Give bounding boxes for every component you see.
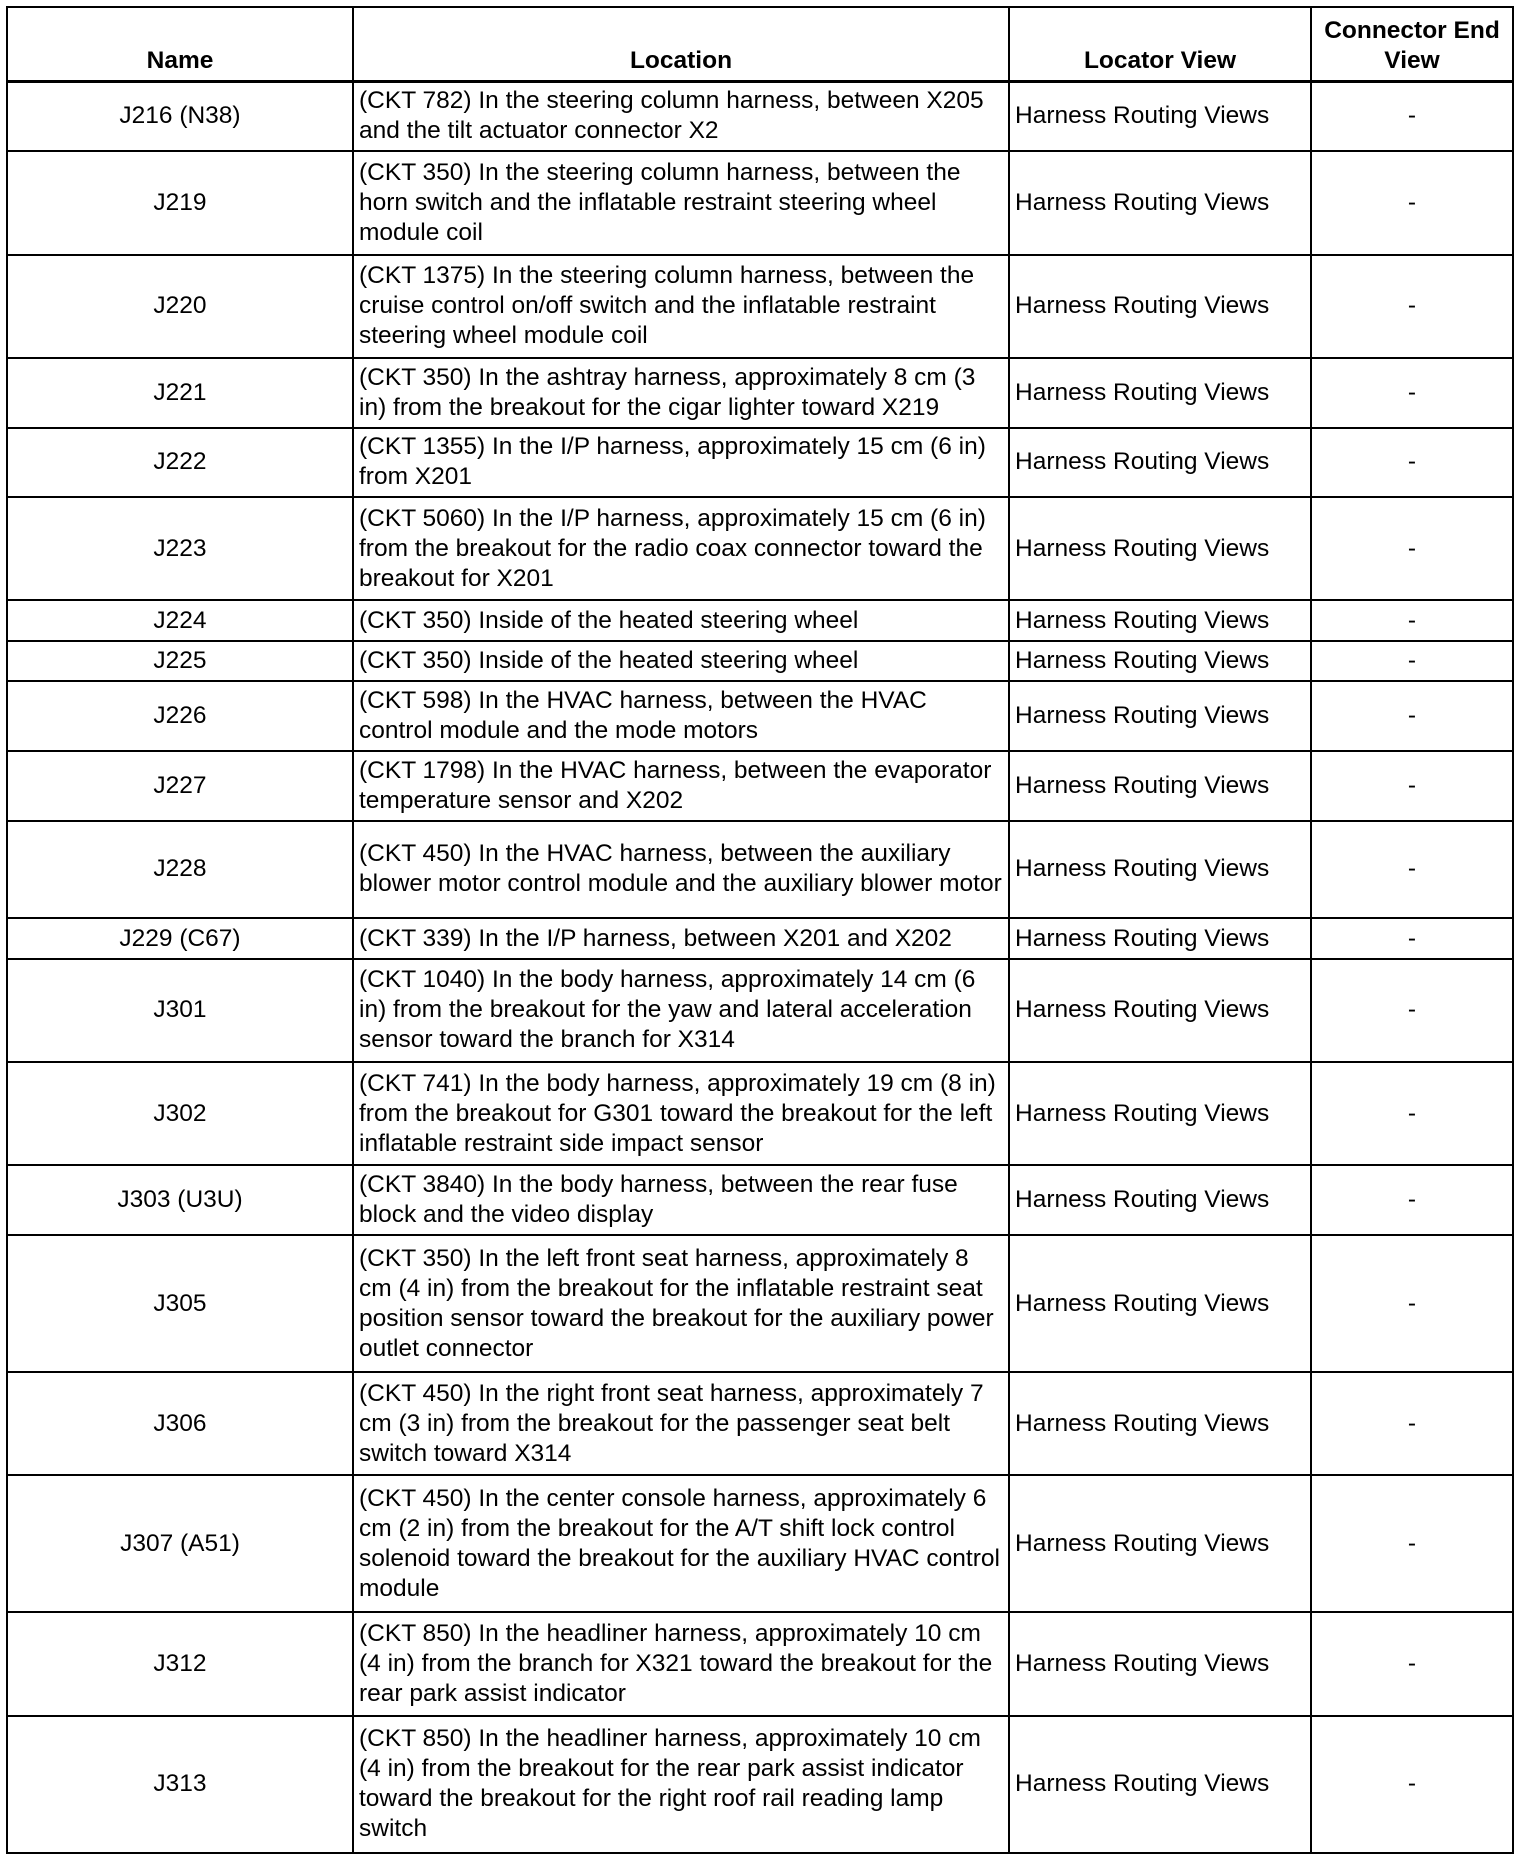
cell-connector-end-view: - [1311, 751, 1513, 821]
table-row [7, 681, 1513, 751]
table-row [7, 1165, 1513, 1235]
cell-connector-end-view: - [1311, 1372, 1513, 1475]
table-row [7, 751, 1513, 821]
cell-location: (CKT 450) In the center console harness, approximately 6 cm (2 in) from the breakout for the A/T shift lock control solenoid toward the breakout for the auxiliary HVAC control module [353, 1475, 1009, 1612]
table-body [7, 81, 1513, 1853]
cell-name: J220 [7, 255, 353, 358]
cell-connector-end-view: - [1311, 821, 1513, 919]
cell-name: J227 [7, 751, 353, 821]
header-locator-view: Locator View [1009, 7, 1311, 81]
table-row [7, 151, 1513, 254]
table-row [7, 1475, 1513, 1612]
cell-location: (CKT 1355) In the I/P harness, approximately 15 cm (6 in) from X201 [353, 428, 1009, 498]
table-row [7, 1235, 1513, 1372]
cell-locator-view: Harness Routing Views [1009, 81, 1311, 151]
cell-connector-end-view: - [1311, 1165, 1513, 1235]
cell-connector-end-view: - [1311, 1235, 1513, 1372]
cell-location: (CKT 741) In the body harness, approximately 19 cm (8 in) from the breakout for G301 toward the breakout for the left inflatable restraint side impact sensor [353, 1062, 1009, 1165]
cell-connector-end-view: - [1311, 1612, 1513, 1715]
cell-name: J307 (A51) [7, 1475, 353, 1612]
cell-name: J225 [7, 641, 353, 681]
cell-name: J221 [7, 358, 353, 428]
cell-location: (CKT 850) In the headliner harness, approximately 10 cm (4 in) from the branch for X321 toward the breakout for the rear park assist indicator [353, 1612, 1009, 1715]
cell-locator-view: Harness Routing Views [1009, 1235, 1311, 1372]
cell-location: (CKT 1040) In the body harness, approximately 14 cm (6 in) from the breakout for the yaw and lateral acceleration sensor toward the branch for X314 [353, 959, 1009, 1062]
table-row [7, 1062, 1513, 1165]
cell-name: J222 [7, 428, 353, 498]
cell-locator-view: Harness Routing Views [1009, 821, 1311, 919]
cell-name: J306 [7, 1372, 353, 1475]
cell-locator-view: Harness Routing Views [1009, 1165, 1311, 1235]
table-row [7, 918, 1513, 958]
cell-name: J305 [7, 1235, 353, 1372]
cell-location: (CKT 339) In the I/P harness, between X201 and X202 [353, 918, 1009, 958]
cell-location: (CKT 350) In the ashtray harness, approximately 8 cm (3 in) from the breakout for the cigar lighter toward X219 [353, 358, 1009, 428]
cell-location: (CKT 782) In the steering column harness, between X205 and the tilt actuator connector X2 [353, 81, 1009, 151]
cell-location: (CKT 450) In the HVAC harness, between the auxiliary blower motor control module and the auxiliary blower motor [353, 821, 1009, 919]
cell-location: (CKT 350) In the left front seat harness, approximately 8 cm (4 in) from the breakout for the inflatable restraint seat position sensor toward the breakout for the auxiliary power outlet connector [353, 1235, 1009, 1372]
cell-locator-view: Harness Routing Views [1009, 497, 1311, 600]
cell-name: J219 [7, 151, 353, 254]
cell-connector-end-view: - [1311, 641, 1513, 681]
cell-name: J313 [7, 1716, 353, 1853]
cell-connector-end-view: - [1311, 1062, 1513, 1165]
cell-location: (CKT 350) Inside of the heated steering wheel [353, 600, 1009, 640]
table-row [7, 81, 1513, 151]
cell-connector-end-view: - [1311, 959, 1513, 1062]
cell-locator-view: Harness Routing Views [1009, 959, 1311, 1062]
cell-location: (CKT 3840) In the body harness, between the rear fuse block and the video display [353, 1165, 1009, 1235]
cell-location: (CKT 1798) In the HVAC harness, between the evaporator temperature sensor and X202 [353, 751, 1009, 821]
table-row [7, 600, 1513, 640]
cell-name: J216 (N38) [7, 81, 353, 151]
table-row [7, 821, 1513, 919]
cell-connector-end-view: - [1311, 918, 1513, 958]
cell-name: J224 [7, 600, 353, 640]
cell-connector-end-view: - [1311, 1475, 1513, 1612]
cell-location: (CKT 350) In the steering column harness, between the horn switch and the inflatable restraint steering wheel module coil [353, 151, 1009, 254]
cell-locator-view: Harness Routing Views [1009, 1372, 1311, 1475]
cell-location: (CKT 598) In the HVAC harness, between the HVAC control module and the mode motors [353, 681, 1009, 751]
cell-location: (CKT 450) In the right front seat harness, approximately 7 cm (3 in) from the breakout for the passenger seat belt switch toward X314 [353, 1372, 1009, 1475]
cell-locator-view: Harness Routing Views [1009, 151, 1311, 254]
cell-name: J312 [7, 1612, 353, 1715]
table-row [7, 255, 1513, 358]
cell-name: J228 [7, 821, 353, 919]
connector-location-table [6, 6, 1514, 1854]
table-row [7, 641, 1513, 681]
cell-connector-end-view: - [1311, 255, 1513, 358]
cell-connector-end-view: - [1311, 358, 1513, 428]
table-row [7, 497, 1513, 600]
table-row [7, 358, 1513, 428]
cell-name: J302 [7, 1062, 353, 1165]
cell-name: J229 (C67) [7, 918, 353, 958]
cell-location: (CKT 1375) In the steering column harness, between the cruise control on/off switch and the inflatable restraint steering wheel module coil [353, 255, 1009, 358]
cell-connector-end-view: - [1311, 151, 1513, 254]
cell-location: (CKT 350) Inside of the heated steering wheel [353, 641, 1009, 681]
cell-name: J223 [7, 497, 353, 600]
cell-name: J303 (U3U) [7, 1165, 353, 1235]
cell-locator-view: Harness Routing Views [1009, 255, 1311, 358]
cell-location: (CKT 850) In the headliner harness, approximately 10 cm (4 in) from the breakout for the rear park assist indicator toward the breakout for the right roof rail reading lamp switch [353, 1716, 1009, 1853]
header-location: Location [353, 7, 1009, 81]
cell-name: J226 [7, 681, 353, 751]
cell-connector-end-view: - [1311, 1716, 1513, 1853]
cell-connector-end-view: - [1311, 428, 1513, 498]
cell-connector-end-view: - [1311, 497, 1513, 600]
cell-locator-view: Harness Routing Views [1009, 1062, 1311, 1165]
cell-locator-view: Harness Routing Views [1009, 428, 1311, 498]
cell-locator-view: Harness Routing Views [1009, 1716, 1311, 1853]
table-header-row [7, 7, 1513, 81]
cell-locator-view: Harness Routing Views [1009, 600, 1311, 640]
cell-location: (CKT 5060) In the I/P harness, approximately 15 cm (6 in) from the breakout for the radio coax connector toward the breakout for X201 [353, 497, 1009, 600]
cell-locator-view: Harness Routing Views [1009, 1612, 1311, 1715]
cell-locator-view: Harness Routing Views [1009, 641, 1311, 681]
table-row [7, 959, 1513, 1062]
table-row [7, 1612, 1513, 1715]
cell-connector-end-view: - [1311, 681, 1513, 751]
cell-locator-view: Harness Routing Views [1009, 1475, 1311, 1612]
cell-connector-end-view: - [1311, 600, 1513, 640]
cell-connector-end-view: - [1311, 81, 1513, 151]
cell-locator-view: Harness Routing Views [1009, 918, 1311, 958]
table-row [7, 428, 1513, 498]
cell-name: J301 [7, 959, 353, 1062]
header-name: Name [7, 7, 353, 81]
header-connector-end-view: Connector End View [1311, 7, 1513, 81]
table-row [7, 1372, 1513, 1475]
cell-locator-view: Harness Routing Views [1009, 358, 1311, 428]
cell-locator-view: Harness Routing Views [1009, 681, 1311, 751]
cell-locator-view: Harness Routing Views [1009, 751, 1311, 821]
table-row [7, 1716, 1513, 1853]
